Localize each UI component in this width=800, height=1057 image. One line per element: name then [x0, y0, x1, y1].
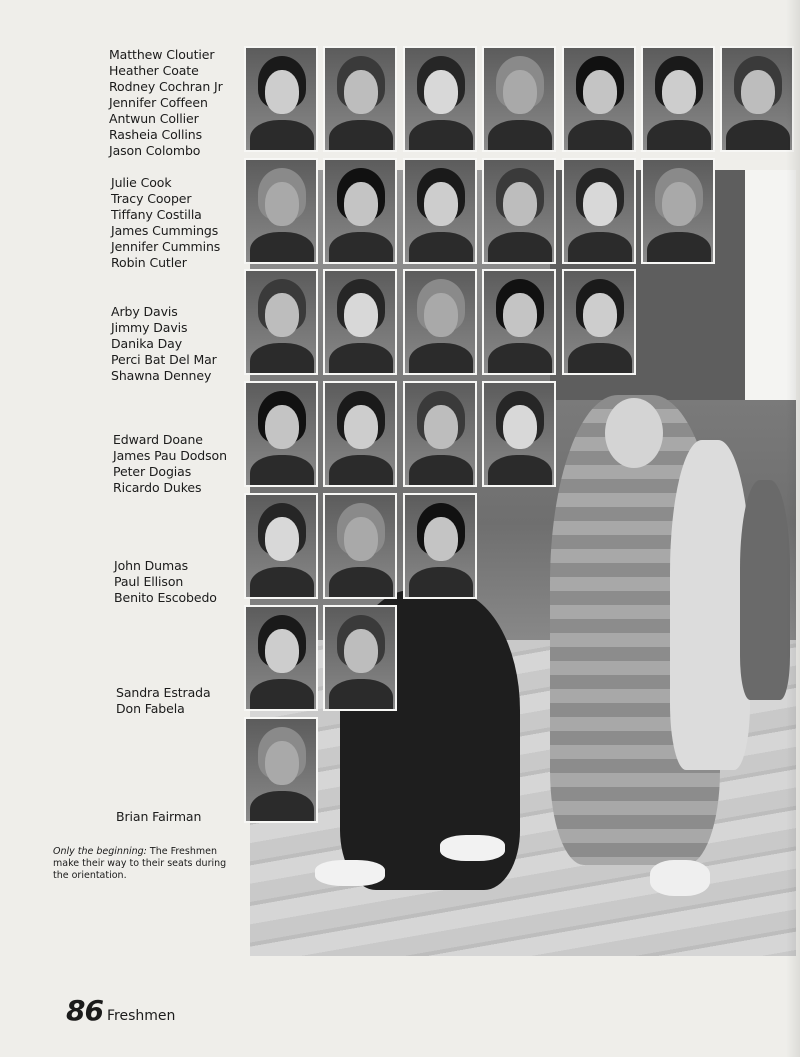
student-name: Shawna Denney — [111, 368, 212, 383]
student-portrait — [244, 605, 318, 711]
student-name: John Dumas — [114, 558, 189, 573]
portrait-face — [503, 70, 537, 114]
caption-lead: Only the beginning: — [53, 846, 147, 857]
student-name: James Cummings — [111, 223, 219, 238]
portrait-shirt — [647, 232, 711, 264]
name-group-row-3 — [111, 304, 217, 384]
portrait-shirt — [488, 232, 552, 264]
portrait-shirt — [488, 343, 552, 375]
photo-shoe-right — [440, 835, 505, 861]
photo-shoe-striped — [650, 860, 710, 896]
student-name: Benito Escobedo — [114, 590, 217, 605]
portrait-shirt — [250, 455, 314, 487]
student-portrait — [562, 46, 636, 152]
student-portrait — [323, 493, 397, 599]
student-name: Perci Bat Del Mar — [111, 352, 217, 367]
portrait-shirt — [329, 679, 393, 711]
student-name: Sandra Estrada — [116, 685, 211, 700]
page-edge-shadow — [786, 0, 800, 1057]
student-portrait — [562, 158, 636, 264]
page-folio — [66, 994, 175, 1027]
student-portrait — [562, 269, 636, 375]
portrait-face — [424, 517, 458, 561]
student-name: Danika Day — [111, 336, 183, 351]
portrait-shirt — [568, 343, 632, 375]
student-name: Arby Davis — [111, 304, 178, 319]
portrait-shirt — [647, 120, 711, 152]
portrait-shirt — [329, 120, 393, 152]
portrait-shirt — [250, 343, 314, 375]
portrait-shirt — [568, 232, 632, 264]
name-group-row-2 — [111, 175, 220, 271]
portrait-face — [265, 70, 299, 114]
student-name: Julie Cook — [111, 175, 172, 190]
portrait-shirt — [329, 567, 393, 599]
name-group-row-1 — [109, 47, 223, 159]
student-name: Jennifer Coffeen — [109, 95, 208, 110]
student-portrait — [244, 269, 318, 375]
student-name: Rodney Cochran Jr — [109, 79, 223, 94]
photo-figure-child — [740, 480, 790, 700]
photo-caption — [53, 846, 243, 882]
portrait-face — [662, 182, 696, 226]
student-portrait — [244, 381, 318, 487]
student-name: Edward Doane — [113, 432, 203, 447]
student-portrait — [244, 158, 318, 264]
student-portrait — [482, 158, 556, 264]
portrait-face — [344, 405, 378, 449]
portrait-face — [503, 293, 537, 337]
student-name: Peter Dogias — [113, 464, 192, 479]
portrait-face — [583, 182, 617, 226]
portrait-shirt — [726, 120, 790, 152]
portrait-face — [344, 70, 378, 114]
portrait-shirt — [250, 567, 314, 599]
student-portrait — [641, 158, 715, 264]
student-portrait — [244, 717, 318, 823]
portrait-face — [503, 405, 537, 449]
name-group-row-7 — [116, 809, 201, 825]
portrait-shirt — [568, 120, 632, 152]
portrait-shirt — [250, 791, 314, 823]
portrait-face — [583, 70, 617, 114]
portrait-shirt — [409, 567, 473, 599]
student-portrait — [641, 46, 715, 152]
student-portrait — [323, 381, 397, 487]
portrait-shirt — [329, 232, 393, 264]
portrait-face — [741, 70, 775, 114]
student-name: Robin Cutler — [111, 255, 187, 270]
student-portrait — [323, 605, 397, 711]
student-name: Heather Coate — [109, 63, 199, 78]
student-name: Tracy Cooper — [111, 191, 192, 206]
portrait-face — [265, 293, 299, 337]
student-portrait — [482, 269, 556, 375]
name-group-row-5 — [114, 558, 217, 606]
portrait-face — [265, 629, 299, 673]
student-portrait — [323, 158, 397, 264]
caption-text: The Freshmen make their way to their seats during the orientation. — [53, 846, 227, 881]
student-portrait — [720, 46, 794, 152]
student-portrait — [403, 158, 477, 264]
student-name: Tiffany Costilla — [111, 207, 202, 222]
student-name: Jennifer Cummins — [111, 239, 221, 254]
portrait-shirt — [250, 679, 314, 711]
portrait-face — [424, 70, 458, 114]
portrait-face — [424, 182, 458, 226]
page-number: 86 — [66, 994, 103, 1027]
portrait-shirt — [409, 232, 473, 264]
student-name: Don Fabela — [116, 701, 185, 716]
student-name: Ricardo Dukes — [113, 480, 202, 495]
student-portrait — [323, 269, 397, 375]
portrait-shirt — [488, 120, 552, 152]
photo-shoe-left — [315, 860, 385, 886]
student-portrait — [403, 493, 477, 599]
portrait-face — [344, 629, 378, 673]
portrait-face — [265, 741, 299, 785]
student-portrait — [403, 381, 477, 487]
portrait-face — [344, 517, 378, 561]
portrait-shirt — [409, 120, 473, 152]
portrait-shirt — [409, 455, 473, 487]
student-portrait — [244, 46, 318, 152]
student-portrait — [482, 46, 556, 152]
student-portrait — [403, 46, 477, 152]
portrait-face — [424, 293, 458, 337]
student-name: Jimmy Davis — [111, 320, 188, 335]
portrait-face — [424, 405, 458, 449]
student-name: Brian Fairman — [116, 809, 202, 824]
student-portrait — [482, 381, 556, 487]
portrait-face — [265, 517, 299, 561]
portrait-face — [662, 70, 696, 114]
student-name: Jason Colombo — [109, 143, 201, 158]
portrait-face — [344, 293, 378, 337]
portrait-face — [344, 182, 378, 226]
student-name: Rasheia Collins — [109, 127, 203, 142]
portrait-shirt — [329, 343, 393, 375]
student-portrait — [323, 46, 397, 152]
name-group-row-6 — [116, 685, 211, 717]
portrait-shirt — [488, 455, 552, 487]
student-name: James Pau Dodson — [113, 448, 227, 463]
portrait-shirt — [250, 232, 314, 264]
student-portrait — [244, 493, 318, 599]
portrait-face — [583, 293, 617, 337]
portrait-face — [265, 405, 299, 449]
portrait-face — [265, 182, 299, 226]
photo-figure-head — [605, 398, 663, 468]
student-name: Paul Ellison — [114, 574, 184, 589]
photo-figure-white-shirt — [670, 440, 750, 770]
portrait-face — [503, 182, 537, 226]
student-portrait — [403, 269, 477, 375]
name-group-row-4 — [113, 432, 227, 496]
student-name: Matthew Cloutier — [109, 47, 215, 62]
portrait-shirt — [250, 120, 314, 152]
student-name: Antwun Collier — [109, 111, 199, 126]
portrait-shirt — [409, 343, 473, 375]
section-label: Freshmen — [106, 1008, 176, 1024]
portrait-shirt — [329, 455, 393, 487]
